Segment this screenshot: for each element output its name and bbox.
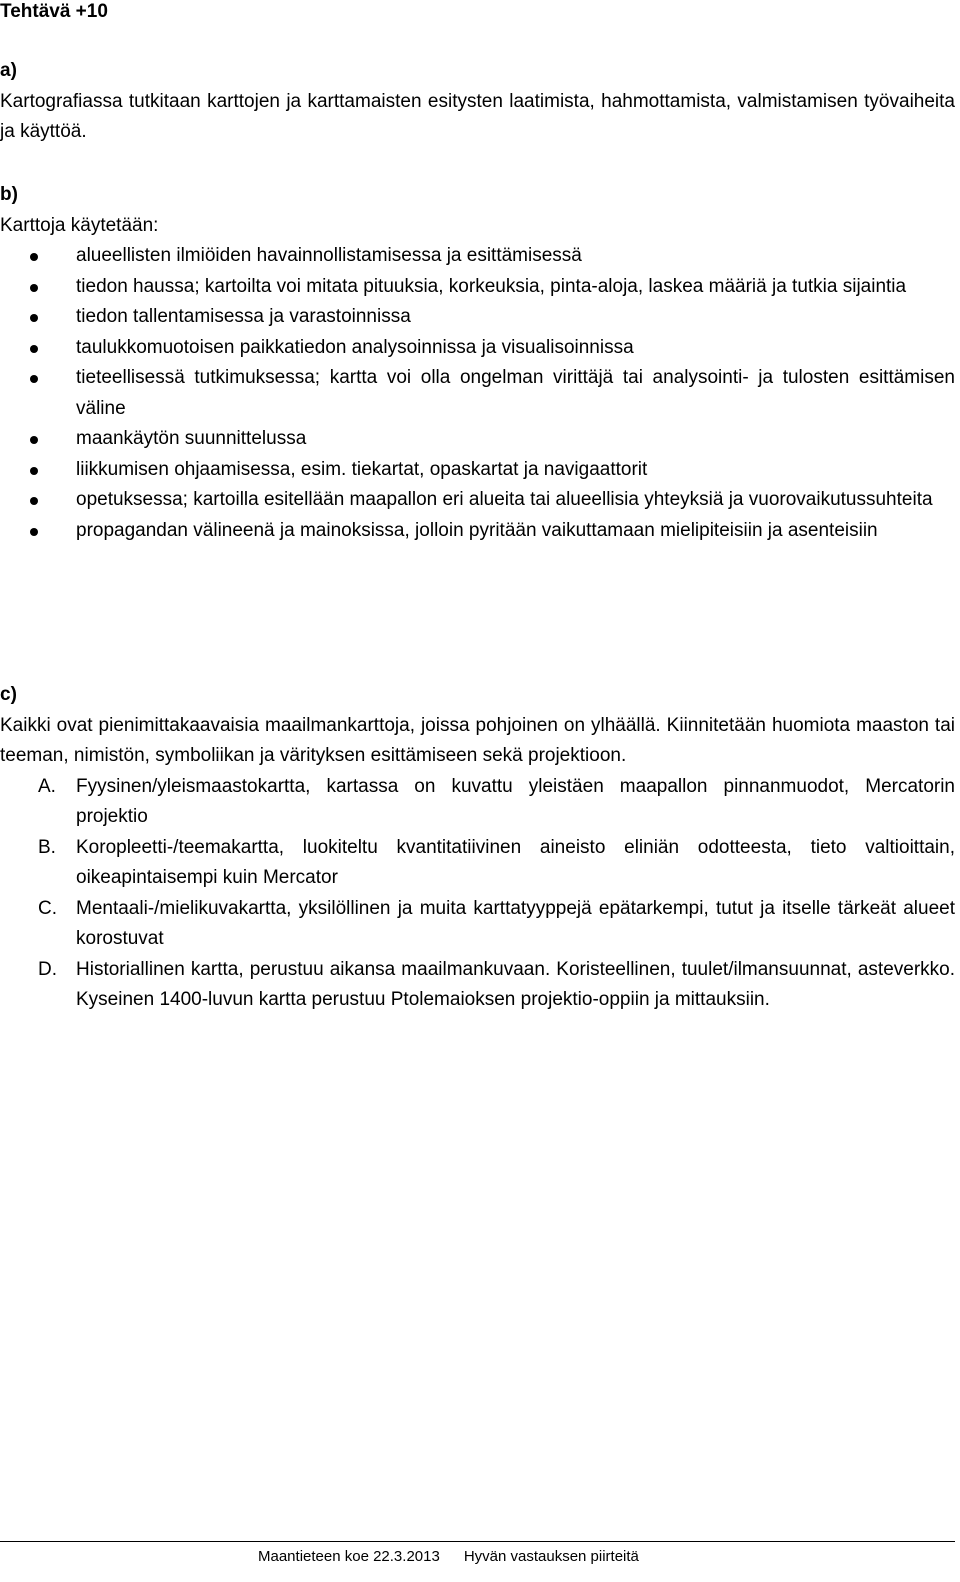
list-item-text: opetuksessa; kartoilla esitellään maapallon eri alueita tai alueellisia yhteyksiä ja vuorovaikutussuhteita bbox=[76, 489, 933, 510]
bullet-icon bbox=[30, 528, 38, 536]
section-a-text: Kartografiassa tutkitaan karttojen ja karttamaisten esitysten laatimista, hahmottamista, valmistamisen työvaiheita ja käyttöä. bbox=[0, 90, 955, 142]
list-item-text: alueellisten ilmiöiden havainnollistamisessa ja esittämisessä bbox=[76, 245, 582, 266]
list-item-text: propagandan välineenä ja mainoksissa, jolloin pyritään vaikuttamaan mielipiteisiin ja asenteisiin bbox=[76, 519, 878, 541]
list-item-text: tiedon tallentamisessa ja varastoinnissa bbox=[76, 306, 411, 327]
bullet-icon bbox=[30, 497, 38, 505]
bullet-icon bbox=[30, 345, 38, 353]
bullet-icon bbox=[30, 467, 38, 475]
footer-divider bbox=[0, 1541, 955, 1542]
page-title: Tehtävä +10 bbox=[0, 1, 108, 22]
bullet-icon bbox=[30, 284, 38, 292]
list-item bbox=[0, 485, 955, 516]
list-item bbox=[0, 455, 955, 486]
usage-list bbox=[0, 241, 955, 546]
list-item-letter: B. bbox=[38, 836, 56, 858]
list-item-letter: D. bbox=[38, 958, 57, 980]
list-item-text: tiedon haussa; kartoilta voi mitata pituuksia, korkeuksia, pinta-aloja, laskea määriä ja tutkia sijaintia bbox=[76, 275, 907, 297]
list-item-text: Mentaali-/mielikuvakartta, yksilöllinen ja muita karttatyyppejä epätarkempi, tutut ja itselle tärkeät alueet korostuvat bbox=[76, 897, 955, 949]
section-a bbox=[0, 56, 955, 148]
bullet-icon bbox=[30, 253, 38, 261]
list-item-text: maankäytön suunnittelussa bbox=[76, 428, 307, 449]
list-item-text: liikkumisen ohjaamisessa, esim. tiekartat, opaskartat ja navigaattorit bbox=[76, 458, 648, 480]
footer-exam-title: Maantieteen koe 22.3.2013 bbox=[258, 1548, 440, 1565]
list-item-text: Fyysinen/yleismaastokartta, kartassa on kuvattu yleistäen maapallon pinnanmuodot, Mercatorin projektio bbox=[76, 775, 955, 827]
list-item-text: Koropleetti-/teemakartta, luokiteltu kvantitatiivinen aineisto eliniän odotteesta, tieto valtioittain, oikeapintaisempi kuin Mercator bbox=[76, 836, 955, 888]
list-item-text: taulukkomuotoisen paikkatiedon analysoinnissa ja visualisoinnissa bbox=[76, 336, 634, 358]
section-b-intro: Karttoja käytetään: bbox=[0, 214, 159, 236]
list-item bbox=[0, 516, 955, 547]
list-item bbox=[0, 772, 955, 833]
list-item bbox=[0, 833, 955, 894]
bullet-icon bbox=[30, 314, 38, 322]
list-item-text: tieteellisessä tutkimuksessa; kartta voi olla ongelman virittäjä tai analysointi- ja tulosten esittämisen väline bbox=[76, 367, 955, 419]
section-b-label: b) bbox=[0, 184, 18, 205]
list-item bbox=[0, 894, 955, 955]
list-item bbox=[0, 333, 955, 364]
section-c-text: Kaikki ovat pienimittakaavaisia maailmankarttoja, joissa pohjoinen on ylhäällä. Kiinnitetään huomiota maaston tai teeman, nimistön, symboliikan ja värityksen esittämiseen sekä projektioon. bbox=[0, 714, 955, 766]
list-item bbox=[0, 424, 955, 455]
list-item bbox=[0, 241, 955, 272]
list-item bbox=[0, 363, 955, 424]
list-item-letter: C. bbox=[38, 897, 57, 919]
section-b bbox=[0, 180, 955, 546]
list-item bbox=[0, 955, 955, 1016]
list-item bbox=[0, 302, 955, 333]
bullet-icon bbox=[30, 436, 38, 444]
map-descriptions-list bbox=[0, 772, 955, 1016]
list-item-text: Historiallinen kartta, perustuu aikansa maailmankuvaan. Koristeellinen, tuulet/ilmansuunnat, asteverkko. Kyseinen 1400-luvun kartta perustuu Ptolemaioksen projektio-oppiin ja mittauksiin. bbox=[76, 958, 955, 1010]
list-item bbox=[0, 272, 955, 303]
bullet-icon bbox=[30, 375, 38, 383]
section-c bbox=[0, 680, 955, 1016]
footer-subtitle: Hyvän vastauksen piirteitä bbox=[463, 1548, 639, 1565]
list-item-letter: A. bbox=[38, 775, 56, 797]
page-footer bbox=[258, 1546, 639, 1568]
section-a-label: a) bbox=[0, 60, 17, 81]
section-c-label: c) bbox=[0, 684, 17, 705]
